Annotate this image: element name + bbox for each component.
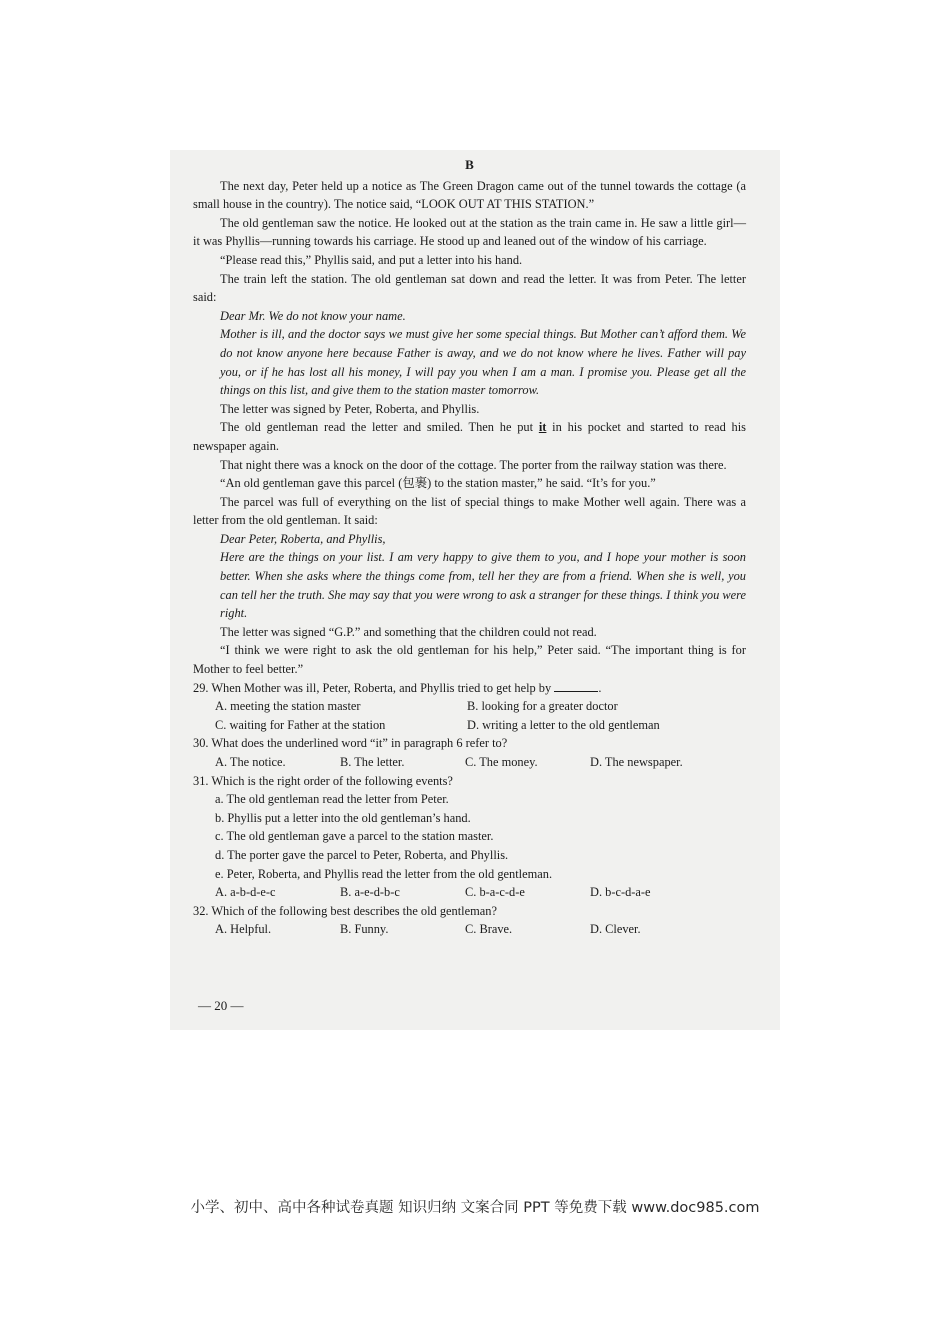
option: D. The newspaper. [590, 755, 683, 769]
event: c. The old gentleman gave a parcel to the station master. [215, 829, 494, 844]
paragraph: That night there was a knock on the door of the cottage. The porter from the railway station was there. [220, 457, 727, 472]
question-stem [193, 679, 746, 698]
option: A. Helpful. [215, 922, 272, 937]
option: C. Brave. [465, 922, 513, 937]
question-stem: 30. What does the underlined word “it” in paragraph 6 refer to? [193, 736, 508, 751]
option: B. looking for a greater doctor [467, 699, 618, 714]
question-30 [193, 734, 746, 771]
section-heading: B [465, 157, 474, 172]
options [193, 883, 746, 902]
option: A. meeting the station master [215, 699, 361, 714]
answer-blank [554, 679, 598, 692]
question-stem: 31. Which is the right order of the following events? [193, 773, 453, 788]
event: e. Peter, Roberta, and Phyllis read the letter from the old gentleman. [215, 866, 553, 881]
letter-line: Dear Peter, Roberta, and Phyllis, [220, 531, 386, 546]
option: C. The money. [465, 755, 538, 769]
text: in his pocket and started to read his newspaper again. [193, 420, 746, 453]
story-part-1 [193, 177, 746, 419]
question-32 [193, 902, 746, 939]
paragraph: The parcel was full of everything on the list of special things to make Mother well again. There was a letter from the old gentleman. It said: [193, 494, 746, 528]
paragraph: The train left the station. The old gentleman sat down and read the letter. It was from Peter. The letter said: [193, 271, 746, 305]
event: d. The porter gave the parcel to Peter, Roberta, and Phyllis. [215, 847, 509, 862]
question-31 [193, 772, 746, 902]
stem-end: . [598, 680, 602, 695]
letter-line: Mother is ill, and the doctor says we must give her some special things. But Mother can’t afford them. We do not know anyone here because Father is away, and we do not know where he lives. Father will pay you, or if he has lost all his money, I will pay you when I am a man. I promise you. Please get all the things on this list, and give them to the station master tomorrow. [220, 327, 746, 398]
letter-line: Here are the things on your list. I am very happy to give them to you, and I hope your mother is soon better. When she asks where the things come from, tell her they are from a friend. When she is well, you can tell her the truth. She may say that you were wrong to ask a stranger for these things. I think you were right. [220, 550, 746, 621]
option: A. a-b-d-e-c [215, 885, 276, 900]
story-part-2 [193, 456, 746, 679]
text: The old gentleman read the letter and smiled. Then he put [220, 420, 539, 435]
paragraph: “I think we were right to ask the old gentleman for his help,” Peter said. “The important thing is for Mother to feel better.” [193, 643, 746, 677]
paragraph: The next day, Peter held up a notice as The Green Dragon came out of the tunnel towards the cottage (a small house in the country). The notice said, “LOOK OUT AT THIS STATION.” [193, 178, 746, 212]
option: C. b-a-c-d-e [465, 885, 525, 900]
option: A. The notice. [215, 755, 286, 769]
reading-passage [193, 156, 746, 939]
option: D. Clever. [590, 922, 641, 937]
option: C. waiting for Father at the station [215, 717, 386, 732]
question-29 [193, 679, 746, 735]
stem-text: 29. When Mother was ill, Peter, Roberta, and Phyllis tried to get help by [193, 680, 552, 695]
event: b. Phyllis put a letter into the old gentleman’s hand. [215, 810, 471, 825]
options [193, 753, 746, 772]
paragraph-with-underlined-it [193, 418, 746, 455]
option: B. Funny. [340, 922, 389, 937]
page-number: — 20 — [198, 998, 244, 1013]
footer-advert: 小学、初中、高中各种试卷真题 知识归纳 文案合同 PPT 等免费下载 www.doc985.com [190, 1200, 760, 1216]
paragraph: The letter was signed by Peter, Roberta, and Phyllis. [220, 401, 480, 416]
option: B. a-e-d-b-c [340, 885, 400, 900]
question-stem: 32. Which of the following best describes the old gentleman? [193, 903, 497, 918]
option: D. writing a letter to the old gentleman [467, 717, 660, 732]
event-list [193, 790, 746, 883]
paragraph: The letter was signed “G.P.” and something that the children could not read. [220, 624, 597, 639]
option: B. The letter. [340, 755, 405, 769]
options [193, 697, 746, 734]
underlined-word: it [538, 420, 547, 435]
letter-line: Dear Mr. We do not know your name. [220, 308, 406, 323]
options [193, 920, 746, 939]
paragraph: “Please read this,” Phyllis said, and put a letter into his hand. [220, 252, 523, 267]
option: D. b-c-d-a-e [590, 885, 651, 900]
paragraph: The old gentleman saw the notice. He looked out at the station as the train came in. He saw a little girl—it was Phyllis—running towards his carriage. He stood up and leaned out of the window of his carriage. [193, 215, 746, 249]
paragraph: “An old gentleman gave this parcel (包裹) to the station master,” he said. “It’s for you.” [220, 476, 656, 491]
event: a. The old gentleman read the letter from Peter. [215, 792, 449, 807]
